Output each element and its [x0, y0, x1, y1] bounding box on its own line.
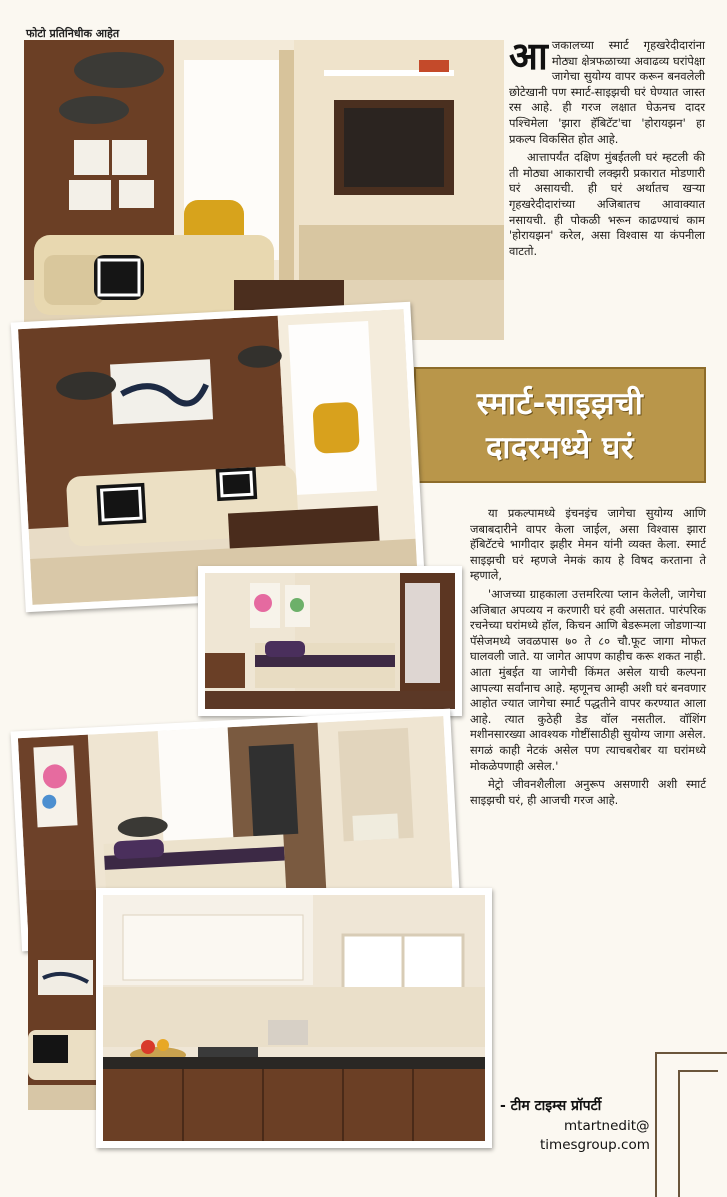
- intro-column: [509, 33, 705, 262]
- living-room-illustration: [24, 40, 504, 340]
- byline-email-line-2[interactable]: timesgroup.com: [540, 1137, 650, 1153]
- kitchen-illustration: [103, 895, 485, 1141]
- intro-paragraph-2: आत्तापर्यंत दक्षिण मुंबईतली घरं म्हटली की ती मोठ्या आकाराची लक्झरी प्रकारात मोडणारी घरं असायची. ही घरं अर्थातच खऱ्या गृहखरेदीदारांच्या अजिबातच आवाक्यात नसायची. ही पोकळी भरून काढण्याचं काम 'होरायझन' करेल, असा विश्वास या कंपनीला वाटतो.: [509, 150, 705, 258]
- intro-paragraph-1: जकालच्या स्मार्ट गृहखरेदीदारांना मोठ्या क्षेत्रफळाच्या अवाढव्य घरांपेक्षा जागेचा सुयोग्य वापर करून बनवलेली छोटेखानी पण स्मार्ट-साइझची घरं घेण्यात जास्त रस आहे. ही गरज लक्षात घेऊनच दादर पश्चिमेला 'झारा हॅबिटॅट'चा 'होरायझन' हा प्रकल्प विकसित होत आहे.: [509, 38, 705, 146]
- photo-living-room-1: [24, 40, 504, 340]
- living-room-2-illustration: [18, 309, 418, 605]
- drop-cap: आ: [509, 33, 548, 78]
- byline-email-line-1[interactable]: mtartnedit@: [564, 1118, 650, 1134]
- body-column: [470, 506, 706, 811]
- corner-box: [678, 1070, 718, 1197]
- body-paragraph-2: 'आजच्या ग्राहकाला उत्तमरित्या प्लान केलेली, जागेचा अजिबात अपव्यय न करणारी घरं हवी असतात. पारंपरिक रचनेच्या घरांमध्ये हॉल, किचन आणि बेडरूमला जोडणाऱ्या पॅसेजमध्ये जवळपास ७० ते ८० चौ.फूट जागा मोफत घालवली जाते. या जागेत आपण काहीच करू शकत नाही. आता मुंबईत या जागेची किंमत असेल याची कल्पना आपल्या सर्वांनाच आहे. म्हणूनच आम्ही अशी घरं बनवणार आहोत ज्यात जागेचा स्मार्ट पद्धतीने वापर करण्यात आला आहे. त्यात कुठेही डेड वॉल नसतील. वॉशिंग मशीनसारख्या आवश्यक गोष्टींसाठीही सुयोग्य जागा असेल. सगळं काही नेटकं असेल पण त्याचबरोबर या घरांमध्ये मोकळेपणाही असेल.': [470, 586, 706, 773]
- photo-caption: फोटो प्रतिनिधीक आहेत: [26, 27, 120, 40]
- bedroom-1-illustration: [205, 573, 455, 709]
- divider-horizontal: [655, 1052, 727, 1054]
- headline-box: [414, 367, 706, 483]
- body-paragraph-1: या प्रकल्पामध्ये इंचनइंच जागेचा सुयोग्य आणि जबाबदारीने वापर केला जाईल, असा विश्वास झारा हॅबिटॅटचे भागीदार झहीर मेमन यांनी व्यक्त केला. स्मार्ट साइझची घरं म्हणजे नेमकं काय हे विषद करताना ते म्हणाले,: [470, 506, 706, 583]
- byline-author: - टीम टाइम्स प्रॉपर्टी: [500, 1098, 602, 1114]
- photo-kitchen: [96, 888, 492, 1148]
- photo-bedroom-1: [198, 566, 462, 716]
- divider-vertical: [655, 1052, 657, 1197]
- headline-line-2: दादरमध्ये घरं: [485, 430, 635, 466]
- body-paragraph-3: मेट्रो जीवनशैलीला अनुरूप असणारी अशी स्मार्ट साइझची घरं, ही आजची गरज आहे.: [470, 777, 706, 807]
- headline-line-1: स्मार्ट-साइझची: [476, 386, 644, 422]
